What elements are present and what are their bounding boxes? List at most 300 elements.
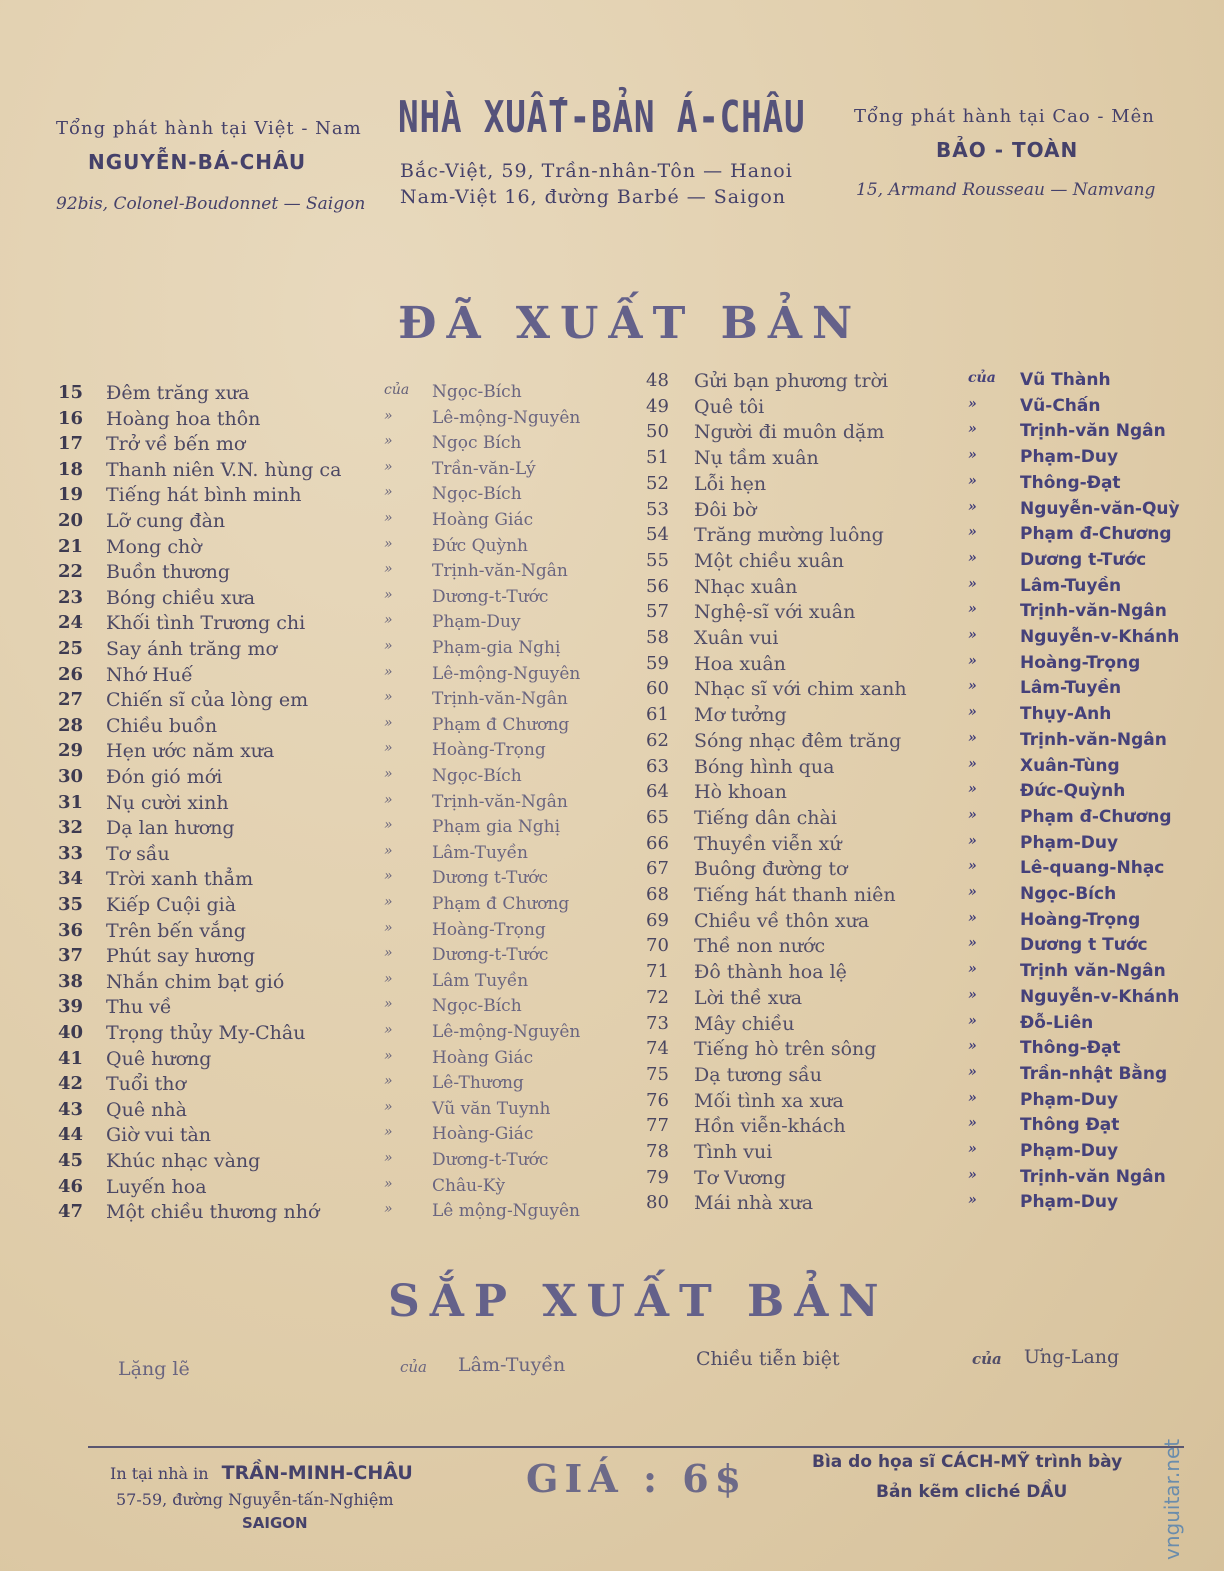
by-label: của <box>384 382 410 398</box>
song-title: Thanh niên V.N. hùng ca <box>106 458 342 481</box>
song-row <box>646 730 1186 756</box>
song-number: 24 <box>58 612 84 634</box>
song-number: 25 <box>58 638 84 659</box>
song-author: Phạm gia Nghị <box>432 817 561 838</box>
song-author: Ngọc-Bích <box>432 996 522 1017</box>
song-title: Mây chiều <box>694 1012 795 1035</box>
left-distributor-name: NGUYỄN-BÁ-CHÂU <box>88 150 307 174</box>
ditto-mark: » <box>968 806 977 823</box>
song-number: 41 <box>58 1047 84 1069</box>
ditto-mark: » <box>968 704 977 721</box>
song-number: 18 <box>58 458 84 480</box>
song-author: Trịnh-văn-Ngân <box>432 689 568 710</box>
ditto-mark: » <box>968 729 977 746</box>
song-number: 34 <box>58 868 84 890</box>
song-title: Kiếp Cuội già <box>106 894 237 916</box>
song-title: Tơ Vương <box>694 1166 786 1189</box>
publisher-name: NHÀ XUẤT-BẢN Á-CHÂU <box>398 92 806 143</box>
price: GIÁ : 6$ <box>526 1456 748 1501</box>
song-number: 27 <box>58 689 84 711</box>
song-number: 60 <box>646 678 669 700</box>
song-row <box>646 1038 1186 1064</box>
song-number: 40 <box>58 1022 84 1043</box>
song-number: 64 <box>646 781 669 803</box>
ditto-mark: » <box>384 535 393 552</box>
song-row <box>58 766 638 792</box>
song-author: Trịnh-văn-Ngân <box>1020 601 1167 622</box>
song-title: Tiếng hò trên sông <box>694 1038 877 1061</box>
song-author: Châu-Kỳ <box>432 1175 506 1196</box>
printer-label: In tại nhà in <box>110 1464 209 1483</box>
ditto-mark: » <box>968 472 977 489</box>
ditto-mark: » <box>384 1047 393 1064</box>
song-row <box>58 1099 638 1125</box>
song-row <box>646 704 1186 730</box>
song-author: Phạm đ-Chương <box>1020 806 1172 827</box>
song-title: Tơ sầu <box>106 842 170 865</box>
song-author: Lâm Tuyền <box>432 970 529 991</box>
song-author: Ngọc Bích <box>432 433 522 454</box>
song-author: Hoàng Giác <box>432 510 534 530</box>
ditto-mark: » <box>384 689 393 706</box>
right-distributor-name: BẢO - TOÀN <box>936 138 1079 162</box>
song-author: Phạm-Duy <box>1020 447 1119 468</box>
song-author: Dương t Tước <box>1020 935 1148 956</box>
song-author: Trịnh-văn Ngân <box>1020 421 1166 442</box>
song-row <box>58 664 638 690</box>
left-distributor-address: 92bis, Colonel-Boudonnet — Saigon <box>56 194 366 214</box>
song-title: Trở về bến mơ <box>106 433 246 456</box>
song-row <box>646 576 1186 602</box>
song-title: Tiếng hát bình minh <box>106 484 302 507</box>
right-distributor-label: Tổng phát hành tại Cao - Mên <box>854 106 1155 127</box>
song-number: 57 <box>646 601 669 623</box>
ditto-mark: » <box>968 652 977 669</box>
ditto-mark: » <box>968 678 977 695</box>
song-number: 67 <box>646 858 669 880</box>
song-row <box>58 817 638 843</box>
ditto-mark: » <box>968 627 977 643</box>
song-number: 45 <box>58 1150 84 1171</box>
song-row <box>646 884 1186 910</box>
song-row <box>646 961 1186 987</box>
ditto-mark: » <box>384 1022 393 1038</box>
published-list-right <box>646 370 1186 1220</box>
song-author: Phạm đ Chương <box>432 714 570 735</box>
ditto-mark: » <box>968 447 977 464</box>
song-author: Xuân-Tùng <box>1020 755 1120 776</box>
ditto-mark: » <box>968 781 977 798</box>
song-number: 49 <box>646 395 669 417</box>
song-title: Giờ vui tàn <box>106 1124 212 1147</box>
song-title: Nhạc sĩ với chim xanh <box>694 678 907 701</box>
ditto-mark: » <box>384 1175 393 1192</box>
ditto-mark: » <box>968 395 977 412</box>
upcoming-author: Ưng-Lang <box>1024 1346 1120 1368</box>
song-title: Đôi bờ <box>694 498 757 521</box>
song-title: Mơ tưởng <box>694 704 787 727</box>
song-title: Bóng chiều xưa <box>106 586 256 609</box>
ditto-mark: » <box>384 458 393 475</box>
song-number: 20 <box>58 510 84 531</box>
song-author: Lê-mộng-Nguyên <box>432 407 581 428</box>
song-author: Hoàng-Trọng <box>432 740 546 761</box>
song-author: Đức Quỳnh <box>432 535 528 556</box>
ditto-mark: » <box>968 575 977 592</box>
song-row <box>646 473 1186 499</box>
upcoming-title: Chiều tiễn biệt <box>696 1348 840 1370</box>
song-author: Lê-Thương <box>432 1073 524 1094</box>
left-distributor-label: Tổng phát hành tại Việt - Nam <box>56 118 362 139</box>
upcoming-by-label: của <box>400 1358 428 1376</box>
song-title: Trăng mường luông <box>694 524 884 547</box>
song-author: Vũ Thành <box>1020 370 1111 390</box>
song-number: 58 <box>646 627 669 648</box>
song-author: Lê-mộng-Nguyên <box>432 1022 581 1042</box>
song-author: Lê mộng-Nguyên <box>432 1201 581 1222</box>
song-number: 52 <box>646 472 669 494</box>
song-author: Thụy-Anh <box>1020 704 1112 725</box>
song-number: 70 <box>646 935 669 957</box>
song-row <box>646 370 1186 396</box>
song-title: Quê hương <box>106 1047 212 1070</box>
song-title: Mong chờ <box>106 535 202 558</box>
song-title: Một chiều thương nhớ <box>106 1201 320 1224</box>
song-number: 69 <box>646 909 669 931</box>
ditto-mark: » <box>968 498 977 515</box>
song-row <box>646 678 1186 704</box>
song-number: 66 <box>646 832 669 854</box>
song-author: Đỗ-Liên <box>1020 1012 1094 1033</box>
song-author: Hoàng-Trọng <box>1020 909 1141 930</box>
song-row <box>646 910 1186 936</box>
ditto-mark: » <box>968 1192 977 1209</box>
song-author: Ngọc-Bích <box>432 382 522 402</box>
song-number: 53 <box>646 498 669 520</box>
song-author: Ngọc-Bích <box>432 484 522 505</box>
song-author: Trần-văn-Lý <box>432 458 536 479</box>
song-title: Khúc nhạc vàng <box>106 1150 261 1172</box>
watermark: vnguitar.net <box>1160 1438 1184 1560</box>
song-title: Hẹn ước năm xưa <box>106 740 275 763</box>
song-author: Trịnh-văn-Ngân <box>432 791 568 812</box>
song-title: Người đi muôn dặm <box>694 421 885 444</box>
song-number: 46 <box>58 1175 84 1197</box>
song-author: Trịnh-văn-Ngân <box>432 561 568 582</box>
song-title: Thuyền viễn xứ <box>694 832 842 855</box>
song-row <box>646 524 1186 550</box>
song-row <box>58 715 638 741</box>
song-row <box>58 1201 638 1227</box>
song-number: 62 <box>646 729 669 751</box>
ditto-mark: » <box>384 945 393 962</box>
ditto-mark: » <box>968 935 977 952</box>
song-number: 50 <box>646 421 669 443</box>
song-title: Đô thành hoa lệ <box>694 961 847 984</box>
song-author: Lê-quang-Nhạc <box>1020 858 1165 879</box>
song-author: Dương t-Tước <box>1020 549 1147 570</box>
song-number: 16 <box>58 407 84 429</box>
printer-address: 57-59, đường Nguyễn-tấn-Nghiệm <box>116 1490 394 1509</box>
song-row <box>58 945 638 971</box>
song-row <box>646 1064 1186 1090</box>
ditto-mark: » <box>968 601 977 618</box>
ditto-mark: » <box>384 586 393 603</box>
song-title: Thu về <box>106 996 172 1019</box>
song-row <box>646 396 1186 422</box>
song-number: 61 <box>646 704 669 726</box>
song-row <box>58 484 638 510</box>
song-row <box>58 792 638 818</box>
song-row <box>58 1150 638 1176</box>
song-row <box>58 1022 638 1048</box>
ditto-mark: » <box>384 714 393 731</box>
song-row <box>646 550 1186 576</box>
song-number: 65 <box>646 806 669 828</box>
song-title: Quê nhà <box>106 1098 187 1121</box>
song-number: 63 <box>646 755 669 777</box>
song-title: Hoàng hoa thôn <box>106 407 261 430</box>
ditto-mark: » <box>384 996 393 1013</box>
song-title: Tiếng hát thanh niên <box>694 884 896 906</box>
song-number: 47 <box>58 1201 84 1223</box>
ditto-mark: » <box>384 561 393 578</box>
song-author: Phạm đ-Chương <box>1020 524 1172 545</box>
song-author: Lâm-Tuyền <box>1020 575 1122 596</box>
song-row <box>646 421 1186 447</box>
song-number: 37 <box>58 945 84 967</box>
song-title: Hoa xuân <box>694 652 786 675</box>
ditto-mark: » <box>384 407 393 424</box>
song-title: Hồn viễn-khách <box>694 1115 846 1138</box>
song-author: Trịnh-văn-Ngân <box>1020 729 1167 750</box>
song-author: Hoàng-Trọng <box>432 919 546 940</box>
ditto-mark: » <box>384 842 393 859</box>
song-number: 26 <box>58 663 84 685</box>
song-author: Thông Đạt <box>1020 1115 1120 1136</box>
ditto-mark: » <box>968 1089 977 1106</box>
song-number: 51 <box>646 447 669 469</box>
song-number: 38 <box>58 970 84 992</box>
song-author: Nguyễn-v-Khánh <box>1020 986 1180 1007</box>
song-number: 35 <box>58 894 84 915</box>
song-row <box>58 459 638 485</box>
song-row <box>646 1167 1186 1193</box>
printer-city: SAIGON <box>242 1514 308 1532</box>
song-author: Vũ-Chấn <box>1020 395 1101 416</box>
song-number: 43 <box>58 1098 84 1120</box>
song-number: 17 <box>58 433 84 455</box>
song-author: Nguyễn-v-Khánh <box>1020 627 1180 647</box>
ditto-mark: » <box>384 612 393 629</box>
song-row <box>58 536 638 562</box>
song-number: 72 <box>646 986 669 1008</box>
song-row <box>646 1013 1186 1039</box>
cliche-credit: Bản kẽm cliché DẦU <box>876 1482 1068 1502</box>
song-number: 21 <box>58 535 84 557</box>
song-author: Phạm-Duy <box>1020 1089 1119 1110</box>
song-title: Chiều buồn <box>106 714 218 737</box>
ditto-mark: » <box>968 524 977 541</box>
song-author: Phạm-Duy <box>1020 1141 1119 1161</box>
song-author: Phạm đ Chương <box>432 894 570 914</box>
ditto-mark: » <box>968 421 977 438</box>
song-author: Dương-t-Tước <box>432 1150 549 1170</box>
song-title: Lời thề xưa <box>694 986 803 1009</box>
song-title: Nụ tầm xuân <box>694 447 819 470</box>
song-row <box>646 935 1186 961</box>
song-author: Trịnh-văn Ngân <box>1020 1166 1166 1187</box>
song-title: Trên bến vắng <box>106 919 246 942</box>
song-row <box>58 868 638 894</box>
song-author: Nguyễn-văn-Quỳ <box>1020 498 1180 519</box>
ditto-mark: » <box>968 909 977 926</box>
ditto-mark: » <box>968 1012 977 1029</box>
upcoming-author: Lâm-Tuyền <box>458 1354 566 1376</box>
ditto-mark: » <box>384 970 393 987</box>
song-title: Tình vui <box>694 1141 773 1163</box>
song-number: 54 <box>646 524 669 546</box>
song-row <box>646 756 1186 782</box>
ditto-mark: » <box>968 832 977 849</box>
song-author: Thông-Đạt <box>1020 472 1121 493</box>
ditto-mark: » <box>384 919 393 936</box>
ditto-mark: » <box>384 1073 393 1090</box>
song-author: Phạm-Duy <box>1020 1192 1119 1213</box>
song-number: 76 <box>646 1089 669 1111</box>
ditto-mark: » <box>968 1063 977 1080</box>
song-row <box>646 987 1186 1013</box>
ditto-mark: » <box>384 1201 393 1218</box>
song-number: 59 <box>646 652 669 674</box>
song-number: 28 <box>58 714 84 736</box>
right-distributor-address: 15, Armand Rousseau — Namvang <box>856 180 1156 200</box>
song-row <box>58 843 638 869</box>
song-number: 80 <box>646 1192 669 1214</box>
ditto-mark: » <box>384 766 393 782</box>
song-author: Lê-mộng-Nguyên <box>432 663 581 684</box>
ditto-mark: » <box>968 986 977 1003</box>
song-title: Nhớ Huế <box>106 663 193 686</box>
song-title: Mối tình xa xưa <box>694 1089 844 1112</box>
song-row <box>58 1176 638 1202</box>
song-number: 44 <box>58 1124 84 1146</box>
song-row <box>646 1141 1186 1167</box>
ditto-mark: » <box>968 1038 977 1055</box>
song-number: 79 <box>646 1166 669 1188</box>
song-row <box>58 996 638 1022</box>
song-row <box>646 807 1186 833</box>
ditto-mark: » <box>968 549 977 566</box>
song-number: 75 <box>646 1063 669 1085</box>
song-title: Quê tôi <box>694 395 765 418</box>
ditto-mark: » <box>384 484 393 501</box>
ditto-mark: » <box>384 894 393 910</box>
song-title: Mái nhà xưa <box>694 1192 814 1215</box>
song-title: Thề non nước <box>694 935 826 958</box>
song-row <box>58 433 638 459</box>
song-author: Phạm-gia Nghị <box>432 638 561 658</box>
song-row <box>58 510 638 536</box>
song-title: Trọng thủy My-Châu <box>106 1022 306 1044</box>
song-title: Say ánh trăng mơ <box>106 638 277 660</box>
printer-name: TRẦN-MINH-CHÂU <box>221 1462 413 1484</box>
song-row <box>58 1073 638 1099</box>
song-row <box>646 858 1186 884</box>
song-title: Xuân vui <box>694 627 779 649</box>
song-title: Đêm trăng xưa <box>106 382 250 404</box>
song-row <box>58 587 638 613</box>
ditto-mark: » <box>384 1150 393 1166</box>
song-title: Trời xanh thẳm <box>106 868 254 891</box>
song-row <box>646 1115 1186 1141</box>
by-label: của <box>968 370 996 386</box>
song-author: Dương-t-Tước <box>432 586 549 607</box>
song-title: Tiếng dân chài <box>694 806 837 829</box>
song-row <box>646 627 1186 653</box>
ditto-mark: » <box>384 1124 393 1141</box>
song-row <box>646 499 1186 525</box>
song-number: 74 <box>646 1038 669 1060</box>
song-author: Dương t-Tước <box>432 868 549 889</box>
song-title: Luyến hoa <box>106 1175 207 1198</box>
song-title: Buông đường tơ <box>694 858 848 881</box>
publisher-address-south: Nam-Việt 16, đường Barbé — Saigon <box>400 186 787 208</box>
song-row <box>646 833 1186 859</box>
song-author: Trịnh văn-Ngân <box>1020 961 1166 982</box>
song-row <box>646 781 1186 807</box>
song-row <box>58 561 638 587</box>
publisher-address-north: Bắc-Việt, 59, Trần-nhân-Tôn — Hanoi <box>400 160 793 182</box>
song-number: 55 <box>646 549 669 571</box>
ditto-mark: » <box>968 1166 977 1183</box>
footer-divider <box>88 1446 1184 1448</box>
song-author: Thông-Đạt <box>1020 1038 1121 1059</box>
song-row <box>58 689 638 715</box>
ditto-mark: » <box>384 868 393 885</box>
song-number: 42 <box>58 1073 84 1095</box>
song-row <box>58 971 638 997</box>
song-number: 71 <box>646 961 669 983</box>
song-author: Ngọc-Bích <box>432 766 522 786</box>
ditto-mark: » <box>384 791 393 808</box>
song-row <box>646 447 1186 473</box>
song-title: Buồn thương <box>106 561 231 584</box>
song-row <box>58 612 638 638</box>
song-row <box>58 894 638 920</box>
song-author: Vũ văn Tuynh <box>432 1098 551 1119</box>
song-number: 56 <box>646 575 669 597</box>
song-number: 68 <box>646 884 669 905</box>
song-number: 31 <box>58 791 84 813</box>
song-title: Nhạc xuân <box>694 575 798 598</box>
song-number: 19 <box>58 484 84 506</box>
song-number: 33 <box>58 842 84 864</box>
song-row <box>58 1124 638 1150</box>
song-row <box>646 1192 1186 1218</box>
song-author: Hoàng-Giác <box>432 1124 534 1145</box>
song-title: Chiến sĩ của lòng em <box>106 689 309 712</box>
song-author: Hoàng-Trọng <box>1020 652 1141 673</box>
song-number: 15 <box>58 382 84 403</box>
ditto-mark: » <box>968 1115 977 1132</box>
song-number: 48 <box>646 370 669 391</box>
song-number: 32 <box>58 817 84 839</box>
song-number: 23 <box>58 586 84 608</box>
song-author: Đức-Quỳnh <box>1020 781 1126 802</box>
cover-credit: Bìa do họa sĩ CÁCH-MỸ trình bày <box>812 1452 1123 1472</box>
song-title: Dạ lan hương <box>106 817 235 840</box>
